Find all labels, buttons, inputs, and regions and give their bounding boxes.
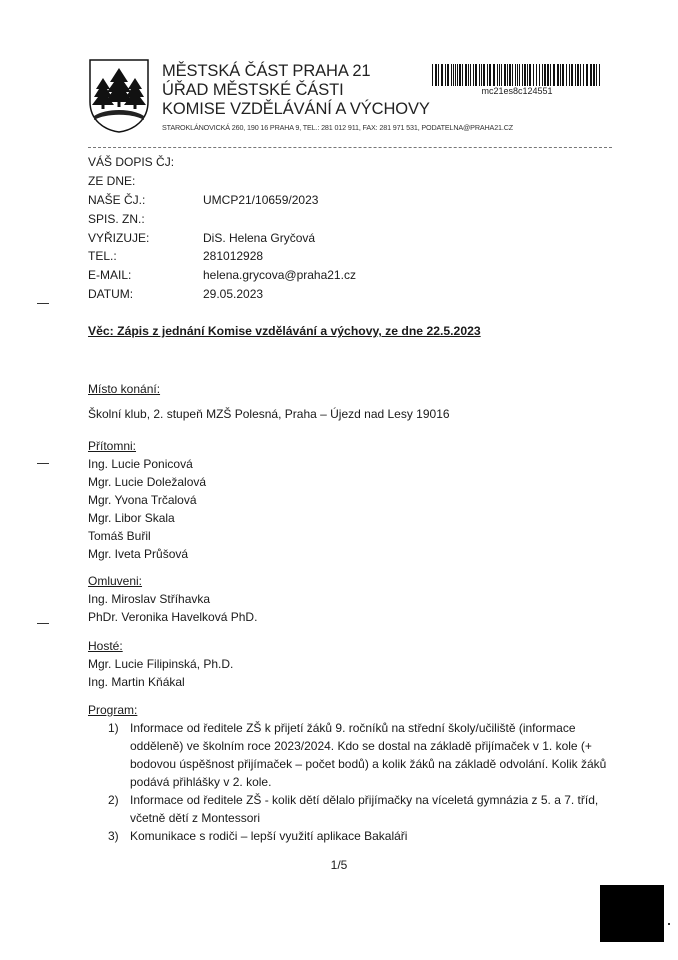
barcode-bar (497, 64, 498, 86)
meta-label: DATUM: (88, 287, 134, 302)
barcode-bar (596, 64, 597, 86)
attendee: Mgr. Iveta Průšová (88, 547, 189, 561)
barcode-bar (529, 64, 531, 86)
barcode-bar (441, 64, 443, 86)
meta-value: 281012928 (203, 249, 264, 264)
program-item (88, 719, 628, 791)
barcode-bar (580, 64, 581, 86)
attendee: Mgr. Yvona Trčalová (88, 493, 197, 507)
barcode-bar (432, 64, 433, 86)
org-name-line2: ÚŘAD MĚSTSKÉ ČÁSTI (162, 81, 344, 99)
margin-mark (37, 303, 49, 304)
barcode-bar (489, 64, 491, 86)
meta-value: UMCP21/10659/2023 (203, 192, 319, 207)
excused-person: Ing. Miroslav Stříhavka (88, 592, 211, 606)
program-heading: Program: (88, 703, 138, 717)
barcode-bar (462, 64, 463, 86)
barcode-bar (475, 64, 477, 86)
attendee: Mgr. Libor Skala (88, 511, 175, 525)
barcode-bar (487, 64, 488, 86)
program-item-number: 3) (108, 829, 119, 843)
program-item (88, 791, 628, 827)
barcode-bar (453, 64, 454, 86)
barcode-bar (481, 64, 482, 86)
barcode-bar (501, 64, 502, 86)
meta-row (88, 172, 356, 191)
barcode-text: mc21es8c124551 (481, 86, 553, 96)
org-name-line3: KOMISE VZDĚLÁVÁNÍ A VÝCHOVY (162, 100, 430, 118)
meta-label: ZE DNE: (88, 173, 136, 188)
barcode-bar (519, 64, 520, 86)
meta-row (88, 153, 356, 172)
barcode-bar (593, 64, 595, 86)
barcode-bar (527, 64, 528, 86)
redaction-box (600, 885, 664, 942)
barcode-icon (432, 64, 602, 86)
barcode-bar (455, 64, 456, 86)
program-item-number: 2) (108, 793, 119, 807)
barcode-bar (512, 64, 513, 86)
barcode-bar (522, 64, 523, 86)
meta-row (88, 247, 356, 266)
program-list (88, 719, 628, 845)
program-item-number: 1) (108, 721, 119, 735)
header-divider (88, 147, 612, 148)
meta-label: TEL.: (88, 249, 117, 264)
meta-label: E-MAIL: (88, 268, 132, 283)
org-address: STAROKLÁNOVICKÁ 260, 190 16 PRAHA 9, TEL.: 281 012 911, FAX: 281 971 531, PODATELNA@PRAHA21.CZ (162, 123, 514, 132)
barcode-bar (590, 64, 592, 86)
barcode-bar (517, 64, 518, 86)
place-section (88, 380, 160, 398)
barcode-bar (479, 64, 480, 86)
barcode-bar (575, 64, 576, 86)
attendee: Ing. Lucie Ponicová (88, 457, 193, 471)
barcode-bar (566, 64, 567, 86)
guests-section (88, 637, 233, 691)
meta-label: VYŘIZUJE: (88, 230, 150, 245)
barcode-bar (509, 64, 511, 86)
barcode-bar (586, 64, 588, 86)
barcode-bar (507, 64, 508, 86)
barcode-bar (470, 64, 471, 86)
program-item-text: Informace od ředitele ZŠ k přijetí žáků 9. ročníků na střední školy/učiliště (informace odděleně) ve školním roce 2023/2024. Kdo se dostal na základě přijímaček v 1. kole (+ bodovou úspěšnost přijímaček – počet bodů) a kolik žáků na základě odvolání. Kolik žáků podává přihlášky v 2. kole. (130, 721, 607, 789)
place-text: Školní klub, 2. stupeň MZŠ Polesná, Praha – Újezd nad Lesy 19016 (88, 407, 450, 421)
meta-value: 29.05.2023 (203, 287, 264, 302)
margin-mark (37, 623, 49, 624)
attendee: Mgr. Lucie Doležalová (88, 475, 207, 489)
barcode-bar (447, 64, 449, 86)
org-name-line1: MĚSTSKÁ ČÁST PRAHA 21 (162, 62, 371, 80)
guest: Mgr. Lucie Filipinská, Ph.D. (88, 657, 234, 671)
barcode-bar (438, 64, 439, 86)
excused-person: PhDr. Veronika Havelková PhD. (88, 610, 258, 624)
coat-of-arms-icon (88, 58, 150, 134)
barcode-bar (473, 64, 474, 86)
barcode-bar (468, 64, 469, 86)
barcode-bar (562, 64, 564, 86)
barcode-bar (583, 64, 584, 86)
barcode-bar (544, 64, 546, 86)
barcode-bar (451, 64, 452, 86)
barcode-bar (483, 64, 485, 86)
barcode-bar (550, 64, 551, 86)
meta-label: SPIS. ZN.: (88, 211, 145, 226)
meta-row (88, 210, 356, 229)
meta-label: NAŠE ČJ.: (88, 192, 146, 207)
barcode-bar (547, 64, 549, 86)
excused-heading: Omluveni: (88, 574, 143, 588)
barcode-bar (524, 64, 526, 86)
barcode-bar (493, 64, 495, 86)
attendee: Tomáš Buřil (88, 529, 151, 543)
page-number: 1/5 (330, 858, 348, 872)
excused-section (88, 572, 257, 626)
barcode-bar (445, 64, 446, 86)
margin-mark (37, 463, 49, 464)
barcode-bar (457, 64, 458, 86)
document-subject: Věc: Zápis z jednání Komise vzdělávání a výchovy, ze dne 22.5.2023 (88, 324, 481, 338)
place-heading: Místo konání: (88, 382, 161, 396)
program-item (88, 827, 628, 845)
present-heading: Přítomni: (88, 439, 137, 453)
guest: Ing. Martin Kňákal (88, 675, 185, 689)
scan-dot (668, 923, 670, 925)
reference-block (88, 153, 356, 304)
barcode-bar (560, 64, 561, 86)
program-item-text: Komunikace s rodiči – lepší využití aplikace Bakaláři (130, 829, 408, 843)
barcode-bar (504, 64, 506, 86)
meta-label: VÁŠ DOPIS ČJ: (88, 155, 175, 169)
barcode-bar (577, 64, 579, 86)
barcode-bar (571, 64, 573, 86)
meta-row (88, 229, 356, 248)
barcode-bar (557, 64, 559, 86)
meta-row (88, 285, 356, 304)
barcode-bar (553, 64, 555, 86)
guests-heading: Hosté: (88, 639, 123, 653)
meta-row (88, 191, 356, 210)
barcode-bar (542, 64, 543, 86)
barcode-bar (599, 64, 600, 86)
meta-value: DiS. Helena Gryčová (203, 230, 316, 245)
barcode-bar (539, 64, 540, 86)
barcode-bar (515, 64, 516, 86)
barcode-bar (435, 64, 437, 86)
barcode-bar (536, 64, 537, 86)
barcode-bar (499, 64, 500, 86)
barcode-bar (459, 64, 461, 86)
present-section (88, 437, 206, 563)
meta-value: helena.grycova@praha21.cz (203, 268, 356, 283)
barcode-bar (569, 64, 570, 86)
barcode-bar (533, 64, 534, 86)
meta-row (88, 266, 356, 285)
program-item-text: Informace od ředitele ZŠ - kolik dětí dělalo přijímačky na víceletá gymnázia z 5. a 7. tříd, včetně dětí z Montessori (130, 793, 599, 825)
barcode-bar (465, 64, 467, 86)
program-section (88, 701, 628, 845)
